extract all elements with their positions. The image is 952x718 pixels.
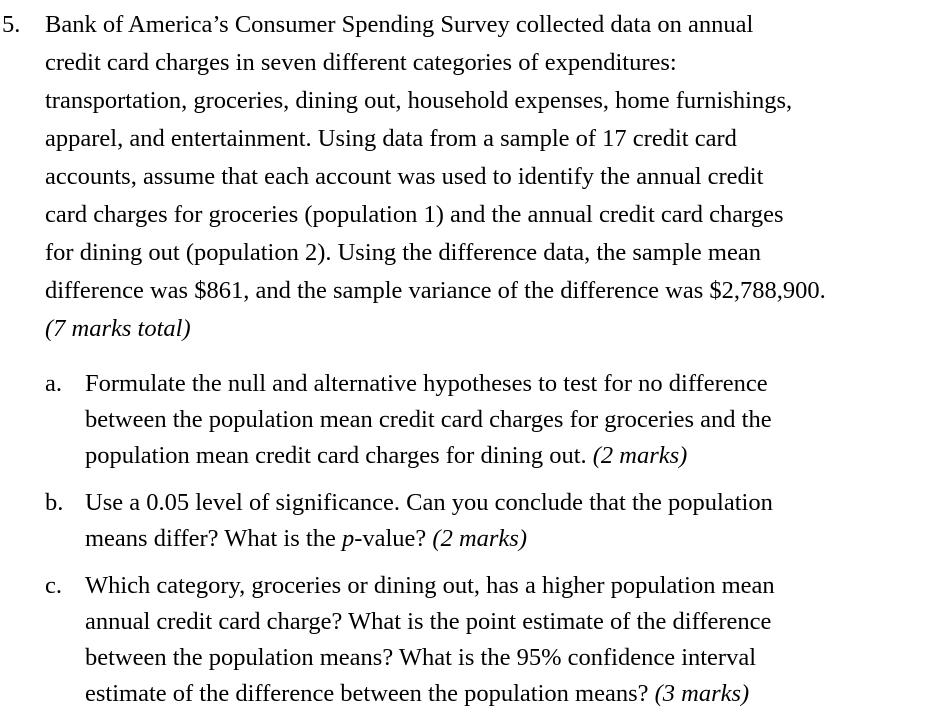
part-b-line: -value? — [354, 525, 433, 552]
question-number: 5. — [2, 11, 21, 38]
part-b-line: Use a 0.05 level of significance. Can you conclude that the population — [85, 489, 773, 516]
part-c-line: estimate of the difference between the population means? — [85, 680, 655, 707]
total-marks: (7 marks total) — [45, 315, 191, 342]
part-a-line: population mean credit card charges for dining out. — [85, 442, 593, 469]
question-line: card charges for groceries (population 1) and the annual credit card charges — [45, 201, 784, 228]
question-line: transportation, groceries, dining out, household expenses, home furnishings, — [45, 87, 793, 114]
question-line: difference was $861, and the sample variance of the difference was $2,788,900. — [45, 277, 826, 304]
question-line: apparel, and entertainment. Using data from a sample of 17 credit card — [45, 125, 737, 152]
part-c-marks: (3 marks) — [654, 680, 750, 707]
part-a-line: between the population mean credit card charges for groceries and the — [85, 406, 772, 433]
question-line: for dining out (population 2). Using the difference data, the sample mean — [45, 239, 761, 266]
part-c-line: between the population means? What is the 95% confidence interval — [85, 644, 757, 671]
question-line: accounts, assume that each account was used to identify the annual credit — [45, 163, 764, 190]
part-c-line: Which category, groceries or dining out, has a higher population mean — [85, 572, 775, 599]
part-c-label: c. — [45, 572, 62, 599]
part-b-text — [85, 485, 950, 557]
part-a-line: Formulate the null and alternative hypotheses to test for no difference — [85, 370, 768, 397]
part-b-line: means differ? What is the — [85, 525, 342, 552]
part-a-text — [85, 366, 950, 474]
part-b-marks: (2 marks) — [432, 525, 528, 552]
part-a-label: a. — [45, 370, 62, 397]
part-a-marks: (2 marks) — [592, 442, 688, 469]
question-body — [45, 6, 950, 348]
question-line: credit card charges in seven different categories of expenditures: — [45, 49, 677, 76]
part-b-label: b. — [45, 489, 64, 516]
part-c-line: annual credit card charge? What is the point estimate of the difference — [85, 608, 772, 635]
part-c-text — [85, 568, 950, 712]
question-line: Bank of America’s Consumer Spending Survey collected data on annual — [45, 11, 754, 38]
p-variable: p — [341, 525, 355, 552]
